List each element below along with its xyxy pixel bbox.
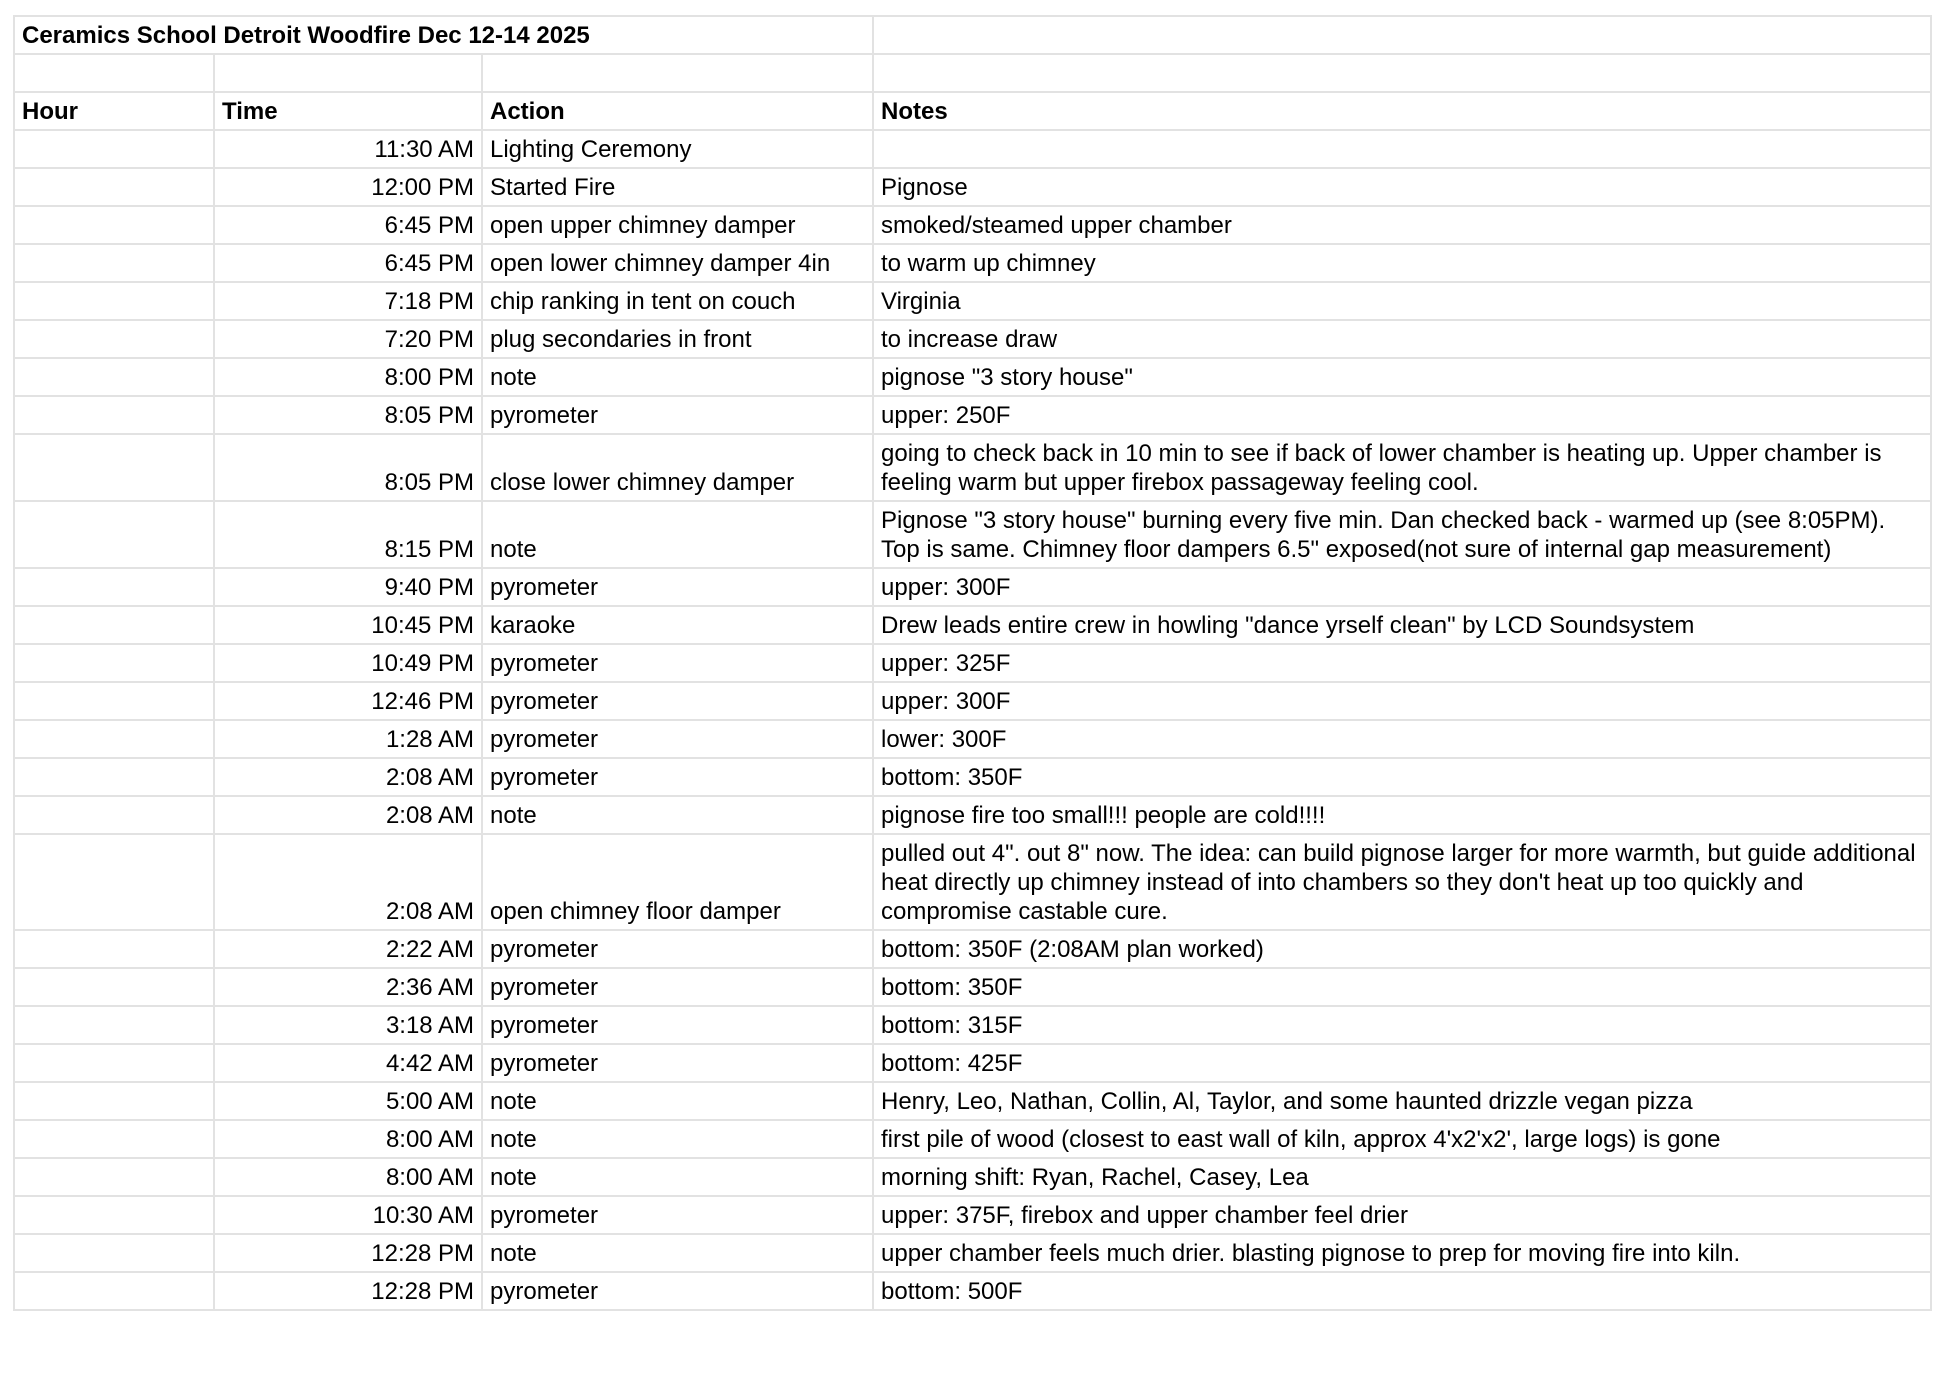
notes-cell[interactable]: bottom: 425F (873, 1044, 1931, 1082)
time-cell[interactable]: 8:05 PM (214, 396, 482, 434)
action-cell[interactable]: Lighting Ceremony (482, 130, 873, 168)
notes-cell[interactable]: bottom: 350F (873, 968, 1931, 1006)
table-row (14, 606, 1931, 644)
notes-cell[interactable]: pignose "3 story house" (873, 358, 1931, 396)
header-notes[interactable]: Notes (873, 92, 1931, 130)
table-row (14, 720, 1931, 758)
hour-cell[interactable] (14, 968, 214, 1006)
action-cell[interactable]: note (482, 1234, 873, 1272)
time-cell[interactable]: 5:00 AM (214, 1082, 482, 1120)
hour-cell[interactable] (14, 501, 214, 568)
action-cell[interactable]: pyrometer (482, 682, 873, 720)
sheet-title[interactable]: Ceramics School Detroit Woodfire Dec 12-14 2025 (14, 16, 873, 54)
table-row (14, 396, 1931, 434)
time-cell[interactable]: 10:45 PM (214, 606, 482, 644)
time-cell[interactable]: 12:00 PM (214, 168, 482, 206)
time-cell[interactable]: 6:45 PM (214, 244, 482, 282)
hour-cell[interactable] (14, 1196, 214, 1234)
notes-cell[interactable]: upper: 250F (873, 396, 1931, 434)
action-cell[interactable]: open upper chimney damper (482, 206, 873, 244)
notes-cell[interactable]: to increase draw (873, 320, 1931, 358)
action-cell[interactable]: note (482, 1082, 873, 1120)
header-action[interactable]: Action (482, 92, 873, 130)
action-cell[interactable]: pyrometer (482, 758, 873, 796)
time-cell[interactable]: 9:40 PM (214, 568, 482, 606)
time-cell[interactable]: 8:00 AM (214, 1120, 482, 1158)
hour-cell[interactable] (14, 682, 214, 720)
table-row (14, 796, 1931, 834)
hour-cell[interactable] (14, 434, 214, 501)
notes-cell[interactable]: bottom: 350F (2:08AM plan worked) (873, 930, 1931, 968)
header-hour[interactable]: Hour (14, 92, 214, 130)
notes-cell[interactable]: upper: 300F (873, 682, 1931, 720)
table-row (14, 282, 1931, 320)
hour-cell[interactable] (14, 1082, 214, 1120)
action-cell[interactable]: open lower chimney damper 4in (482, 244, 873, 282)
time-cell[interactable]: 12:46 PM (214, 682, 482, 720)
hour-cell[interactable] (14, 1044, 214, 1082)
notes-cell[interactable]: Drew leads entire crew in howling "dance yrself clean" by LCD Soundsystem (873, 606, 1931, 644)
table-row (14, 758, 1931, 796)
time-cell[interactable]: 8:05 PM (214, 434, 482, 501)
time-cell[interactable]: 2:22 AM (214, 930, 482, 968)
action-cell[interactable]: pyrometer (482, 720, 873, 758)
header-row (14, 92, 1931, 130)
action-cell[interactable]: open chimney floor damper (482, 834, 873, 930)
table-row (14, 644, 1931, 682)
table-row (14, 1234, 1931, 1272)
table-row (14, 834, 1931, 930)
title-row (14, 16, 1931, 54)
table-row (14, 206, 1931, 244)
action-cell[interactable]: chip ranking in tent on couch (482, 282, 873, 320)
hour-cell[interactable] (14, 282, 214, 320)
time-cell[interactable]: 2:36 AM (214, 968, 482, 1006)
table-row (14, 1196, 1931, 1234)
hour-cell[interactable] (14, 606, 214, 644)
table-row (14, 168, 1931, 206)
table-row (14, 568, 1931, 606)
notes-cell[interactable]: smoked/steamed upper chamber (873, 206, 1931, 244)
hour-cell[interactable] (14, 930, 214, 968)
time-cell[interactable]: 8:15 PM (214, 501, 482, 568)
action-cell[interactable]: note (482, 796, 873, 834)
hour-cell[interactable] (14, 834, 214, 930)
time-cell[interactable]: 10:30 AM (214, 1196, 482, 1234)
notes-cell[interactable]: pignose fire too small!!! people are cold!!!! (873, 796, 1931, 834)
action-cell[interactable]: pyrometer (482, 930, 873, 968)
table-row (14, 1158, 1931, 1196)
table-row (14, 1044, 1931, 1082)
action-cell[interactable]: Started Fire (482, 168, 873, 206)
hour-cell[interactable] (14, 1158, 214, 1196)
action-cell[interactable]: note (482, 1120, 873, 1158)
table-row (14, 682, 1931, 720)
action-cell[interactable]: plug secondaries in front (482, 320, 873, 358)
action-cell[interactable]: pyrometer (482, 1006, 873, 1044)
empty-cell[interactable] (14, 54, 214, 92)
notes-cell[interactable]: upper chamber feels much drier. blasting pignose to prep for moving fire into kiln. (873, 1234, 1931, 1272)
hour-cell[interactable] (14, 720, 214, 758)
action-cell[interactable]: note (482, 501, 873, 568)
hour-cell[interactable] (14, 1234, 214, 1272)
action-cell[interactable]: pyrometer (482, 1044, 873, 1082)
empty-cell[interactable] (873, 54, 1931, 92)
notes-cell[interactable]: upper: 375F, firebox and upper chamber feel drier (873, 1196, 1931, 1234)
notes-cell[interactable]: upper: 300F (873, 568, 1931, 606)
notes-cell[interactable]: Pignose "3 story house" burning every five min. Dan checked back - warmed up (see 8:05PM). Top is same. Chimney floor dampers 6.5" exposed(not sure of internal gap measurement) (873, 501, 1931, 568)
time-cell[interactable]: 8:00 AM (214, 1158, 482, 1196)
hour-cell[interactable] (14, 796, 214, 834)
table-row (14, 244, 1931, 282)
action-cell[interactable]: close lower chimney damper (482, 434, 873, 501)
time-cell[interactable]: 2:08 AM (214, 758, 482, 796)
sheet-body (14, 16, 1931, 1310)
table-row (14, 1082, 1931, 1120)
time-cell[interactable]: 6:45 PM (214, 206, 482, 244)
action-cell[interactable]: note (482, 1158, 873, 1196)
hour-cell[interactable] (14, 168, 214, 206)
notes-cell[interactable]: Henry, Leo, Nathan, Collin, Al, Taylor, and some haunted drizzle vegan pizza (873, 1082, 1931, 1120)
time-cell[interactable]: 4:42 AM (214, 1044, 482, 1082)
table-row (14, 434, 1931, 501)
table-row (14, 1120, 1931, 1158)
table-row (14, 968, 1931, 1006)
action-cell[interactable]: karaoke (482, 606, 873, 644)
time-cell[interactable]: 12:28 PM (214, 1272, 482, 1310)
table-row (14, 130, 1931, 168)
time-cell[interactable]: 2:08 AM (214, 834, 482, 930)
action-cell[interactable]: pyrometer (482, 1196, 873, 1234)
notes-cell[interactable]: Virginia (873, 282, 1931, 320)
notes-cell[interactable]: to warm up chimney (873, 244, 1931, 282)
action-cell[interactable]: pyrometer (482, 396, 873, 434)
notes-cell[interactable]: bottom: 350F (873, 758, 1931, 796)
hour-cell[interactable] (14, 1120, 214, 1158)
hour-cell[interactable] (14, 130, 214, 168)
time-cell[interactable]: 7:20 PM (214, 320, 482, 358)
notes-cell[interactable]: lower: 300F (873, 720, 1931, 758)
spacer-row (14, 54, 1931, 92)
notes-cell[interactable]: first pile of wood (closest to east wall of kiln, approx 4'x2'x2', large logs) is gone (873, 1120, 1931, 1158)
hour-cell[interactable] (14, 758, 214, 796)
firing-log-sheet (13, 15, 1932, 1311)
title-empty-cell[interactable] (873, 16, 1931, 54)
time-cell[interactable]: 12:28 PM (214, 1234, 482, 1272)
table-row (14, 930, 1931, 968)
table-row (14, 1006, 1931, 1044)
notes-cell[interactable]: morning shift: Ryan, Rachel, Casey, Lea (873, 1158, 1931, 1196)
time-cell[interactable]: 7:18 PM (214, 282, 482, 320)
notes-cell[interactable]: upper: 325F (873, 644, 1931, 682)
notes-cell[interactable] (873, 130, 1931, 168)
time-cell[interactable]: 3:18 AM (214, 1006, 482, 1044)
hour-cell[interactable] (14, 206, 214, 244)
notes-cell[interactable]: Pignose (873, 168, 1931, 206)
empty-cell[interactable] (482, 54, 873, 92)
hour-cell[interactable] (14, 1272, 214, 1310)
action-cell[interactable]: pyrometer (482, 644, 873, 682)
hour-cell[interactable] (14, 568, 214, 606)
notes-cell[interactable]: pulled out 4". out 8" now. The idea: can build pignose larger for more warmth, but guide additional heat directly up chimney instead of into chambers so they don't heat up too quickly and compromise castable cure. (873, 834, 1931, 930)
hour-cell[interactable] (14, 358, 214, 396)
notes-cell[interactable]: bottom: 500F (873, 1272, 1931, 1310)
table-row (14, 358, 1931, 396)
table-row (14, 501, 1931, 568)
hour-cell[interactable] (14, 244, 214, 282)
notes-cell[interactable]: going to check back in 10 min to see if back of lower chamber is heating up. Upper chamber is feeling warm but upper firebox passageway feeling cool. (873, 434, 1931, 501)
table-row (14, 320, 1931, 358)
action-cell[interactable]: pyrometer (482, 968, 873, 1006)
action-cell[interactable]: pyrometer (482, 1272, 873, 1310)
action-cell[interactable]: pyrometer (482, 568, 873, 606)
notes-cell[interactable]: bottom: 315F (873, 1006, 1931, 1044)
time-cell[interactable]: 10:49 PM (214, 644, 482, 682)
time-cell[interactable]: 1:28 AM (214, 720, 482, 758)
header-time[interactable]: Time (214, 92, 482, 130)
hour-cell[interactable] (14, 644, 214, 682)
time-cell[interactable]: 2:08 AM (214, 796, 482, 834)
hour-cell[interactable] (14, 1006, 214, 1044)
time-cell[interactable]: 11:30 AM (214, 130, 482, 168)
empty-cell[interactable] (214, 54, 482, 92)
hour-cell[interactable] (14, 320, 214, 358)
time-cell[interactable]: 8:00 PM (214, 358, 482, 396)
action-cell[interactable]: note (482, 358, 873, 396)
hour-cell[interactable] (14, 396, 214, 434)
table-row (14, 1272, 1931, 1310)
